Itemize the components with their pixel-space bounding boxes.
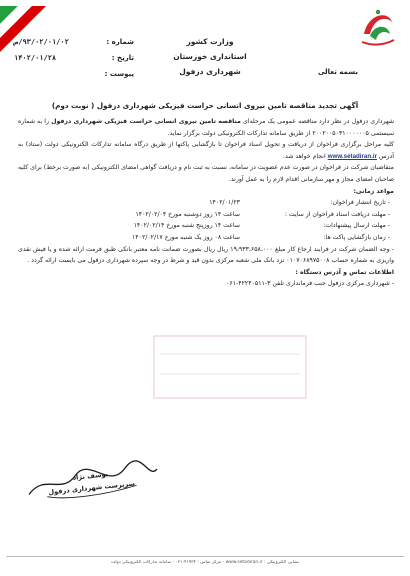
date-label: تاریخ :	[111, 54, 134, 62]
contact-heading: اطلاعات تماس و آدرس دستگاه :	[295, 268, 394, 276]
municipality-logo-icon	[358, 6, 398, 54]
watermark-stamp-icon	[150, 330, 310, 405]
footer-text: نشانی الکترونیکی : www.setadiran.ir - مرکز تماس : ۴۱۹۳۴-۰۲۱ - سامانه تدارکات الکترونیکی دولت	[110, 560, 300, 565]
organization-block	[150, 34, 270, 79]
paragraph-guarantee: - وجه الضمان شرکت در فرایند ارجاع کار مبلغ ۱۹،۹۳۳،۶۵۸،۰۰۰ ریال ریال بصورت ضمانت نامه معتبر بانکی طبق فرمت ارائه شده و یا فیش نقدی واریزی به شماره حساب ۰۱۰۷۰۶۸۹۷۵۰۰۸ نزد بانک ملی شعبه مرکزی بدون قید و شرط در وجه سپرده شهرداری دزفول می بایست ارائه گردد .	[18, 245, 394, 265]
paragraph-process: کلیه مراحل برگزاری فراخوان از دریافت و تحویل اسناد فراخوان تا بازگشایی پاکتها از طریق درگاه سامانه تدارکات الکترونیکی دولت (ستاد) به آدرس www.setadiran.ir انجام خواهد شد.	[18, 141, 394, 160]
paragraph-intro: شهرداری دزفول در نظر دارد مناقصه عمومی یک مرحله‌ای مناقصه تامین نیروی انسانی حراست فیزیکی شهرداری دزفول را به شماره سیستمی ۲۰۰۲۰۰۵۰۳۱۰۰۰۰۰۰۵ از طریق سامانه تدارکات الکترونیکی دولت برگزار نماید.	[18, 118, 395, 137]
footer-divider	[6, 556, 404, 557]
number-label: شماره :	[106, 38, 134, 46]
contact-line: - شهرداری مرکزی دزفول جنب فرمانداری تلفن ۳-۴۲۲۴۰۵۱۱-۰۶۱	[226, 280, 394, 288]
schedule-item: - تاریخ انتشار فراخوان: ۱۴۰۲/۰۱/۲۳	[209, 199, 390, 207]
signer-name: یوسف نژاد	[72, 470, 109, 482]
signer-role: سرپرست شهرداری دزفول	[47, 479, 136, 497]
date-value: ۱۴۰۲/۰۱/۲۸	[14, 54, 57, 62]
org-province: استانداری خوزستان	[173, 52, 247, 61]
setad-website-link[interactable]: www.setadiran.ir	[327, 152, 378, 160]
tender-subject: مناقصه تامین نیروی انسانی حراست فیزیکی شهرداری دزفول	[51, 118, 241, 125]
schedule-heading: مواعد زمانی:	[353, 187, 394, 195]
number-row	[14, 34, 134, 50]
attachment-row	[14, 66, 134, 82]
letter-meta	[14, 34, 134, 82]
date-row	[14, 50, 134, 66]
notice-body	[18, 116, 394, 290]
org-municipality: شهرداری دزفول	[179, 67, 241, 76]
number-value: ۹۳/۰۲/۰۱/۰۲/ص	[14, 38, 69, 46]
schedule-item: - مهلت دریافت اسناد فراخوان از سایت : ساعت ۱۴ روز دوشنبه مورخ ۱۴۰۲/۰۲/۰۴	[135, 210, 390, 218]
attachment-label: پیوست :	[104, 70, 134, 78]
org-ministry: وزارت کشور	[186, 37, 234, 46]
handwritten-signature-icon	[14, 454, 167, 509]
schedule-item: - زمان بازگشایی پاکت ها: ساعت ۰۸ روز یک شنبه مورخ ۱۴۰۲/۰۲/۱۷	[131, 233, 390, 241]
notice-title: آگهی تجدید مناقصه تامین نیروی انسانی حراست فیزیکی شهرداری دزفول ( نوبت دوم)	[51, 101, 359, 110]
schedule-item: - مهلت ارسال پیشنهادات: ساعت ۱۴ روزپنج شنبه مورخ ۱۴۰۲/۰۲/۱۴	[133, 222, 390, 230]
paragraph-registration: متقاضیان شرکت در فراخوان در صورت عدم عضویت در سامانه، نسبت به ثبت نام و دریافت گواهی امضای الکترونیکی (به صورت برخط) برای کلیه صاحبان امضای مجاز و مهر سازمانی اقدام لازم را به عمل آورند.	[17, 164, 394, 183]
bismillah-heading: بسمه تعالی	[317, 68, 358, 76]
signature-block	[15, 462, 167, 502]
